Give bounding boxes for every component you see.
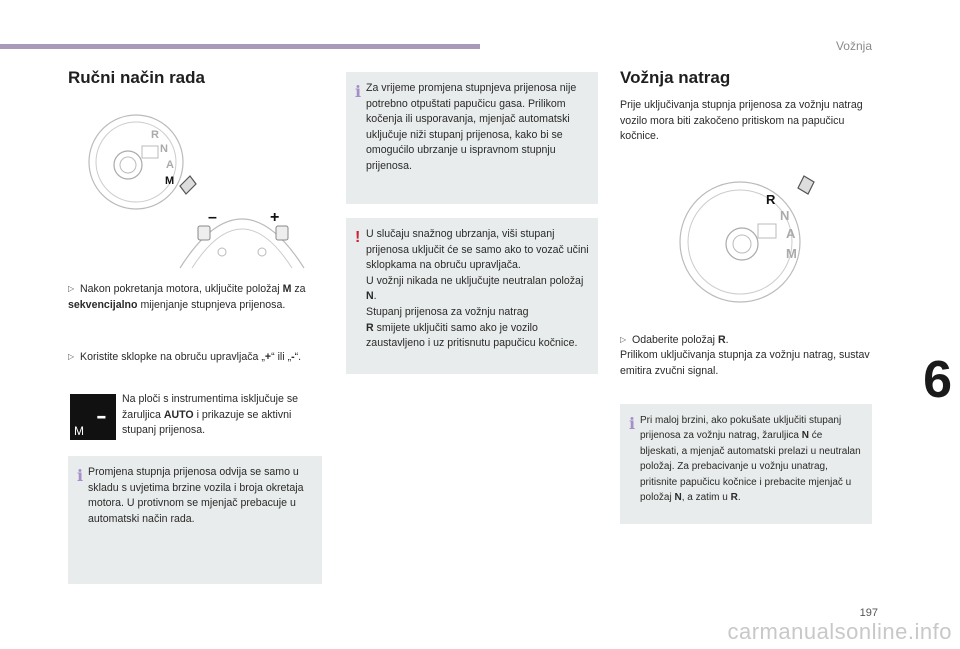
selector-letter: A [786, 226, 796, 241]
info-icon: i [629, 414, 636, 433]
reverse-signal-text: Prilikom uključivanja stupnja za vožnju natrag, sustav emitira zvučni signal. [620, 349, 870, 377]
acceleration-warning-text: U slučaju snažnog ubrzanja, viši stupanj prijenosa uključit će se samo ako to vozač učini sklopkama na obruču upravljača. U vožnji nikada ne uključujte neutralan položaj N. Stupanj prijenosa za vožnju natrag R smijete uključiti samo ako je vozilo zaustavljeno i uz pritisnutu papučicu kočnice. [366, 228, 589, 350]
bullet-arrow-icon: ▷ [68, 352, 75, 361]
manual-info-text: Promjena stupnja prijenosa odvija se samo u skladu s uvjetima brzine vozila i broja okretaja motora. U protivnom se mjenjač prebacuje u automatski način rada. [88, 466, 304, 525]
selector-letter: N [780, 208, 790, 223]
section-label: Vožnja [835, 39, 872, 53]
watermark: carmanualsonline.info [727, 619, 952, 644]
bullet-arrow-icon: ▷ [68, 284, 75, 293]
info-icon: i [355, 82, 362, 101]
info-icon: i [77, 466, 84, 485]
selector-letter: M [165, 175, 175, 187]
dash-display-text: Na ploči s instrumentima isključuje se žaruljica AUTO i prikazuje se aktivni stupanj prijenosa. [122, 393, 299, 437]
gear-selector-reverse-illustration [668, 166, 818, 306]
warning-exclamation-icon: ! [355, 229, 361, 246]
steering-paddles-illustration [172, 190, 312, 270]
paddle-plus-label: + [270, 209, 280, 226]
instrument-gear-display-icon [70, 394, 116, 440]
display-gear-value: - [91, 396, 111, 434]
manual-step-1: ▷ Nakon pokretanja motora, uključite položaj M za sekvencijalno mijenjanje stupnjeva prijenosa. [68, 283, 306, 311]
top-accent-bar [0, 44, 480, 49]
reverse-info-box [620, 404, 872, 524]
shift-info-box [346, 72, 598, 204]
chapter-number: 6 [923, 351, 952, 409]
shift-info-text: Za vrijeme promjena stupnjeva prijenosa nije potrebno otpuštati papučicu gasa. Prilikom kočenja ili usporavanja, mjenjač automatski uključuje niži stupanj prijenosa, kako bi se omogućilo ubrzanje u ispravnom stupnju prijenosa. [366, 82, 577, 172]
display-mode-letter: M [74, 424, 84, 438]
page-number: 197 [859, 607, 878, 619]
manual-info-box [68, 456, 322, 584]
reverse-intro: Prije uključivanja stupnja prijenosa za vožnju natrag vozilo mora biti zakočeno pritiskom na papučicu kočnice. [620, 99, 863, 143]
reverse-title: Vožnja natrag [620, 68, 731, 87]
paddle-minus-label: – [208, 209, 217, 226]
selector-letter: N [160, 143, 168, 155]
reverse-info-text: Pri maloj brzini, ako pokušate uključiti stupanj prijenosa za vožnju natrag, žaruljica N će bljeskati, a mjenjač automatski prelazi u neutralan položaj. Za prebacivanje u vožnju unatrag, pritisnite papučicu kočnice i prebacite mjenjač u položaj N, a zatim u R. [640, 415, 861, 504]
acceleration-warning-box [346, 218, 598, 374]
selector-letter: M [786, 246, 797, 261]
reverse-step-1: ▷ Odaberite položaj R. [620, 334, 729, 346]
selector-letter: A [166, 159, 174, 171]
selector-letter: R [766, 192, 776, 207]
manual-mode-title: Ručni način rada [68, 68, 205, 87]
manual-step-2: ▷ Koristite sklopke na obruču upravljača „+“ ili „-“. [68, 351, 302, 363]
bullet-arrow-icon: ▷ [620, 335, 627, 344]
selector-letter: R [151, 129, 159, 141]
